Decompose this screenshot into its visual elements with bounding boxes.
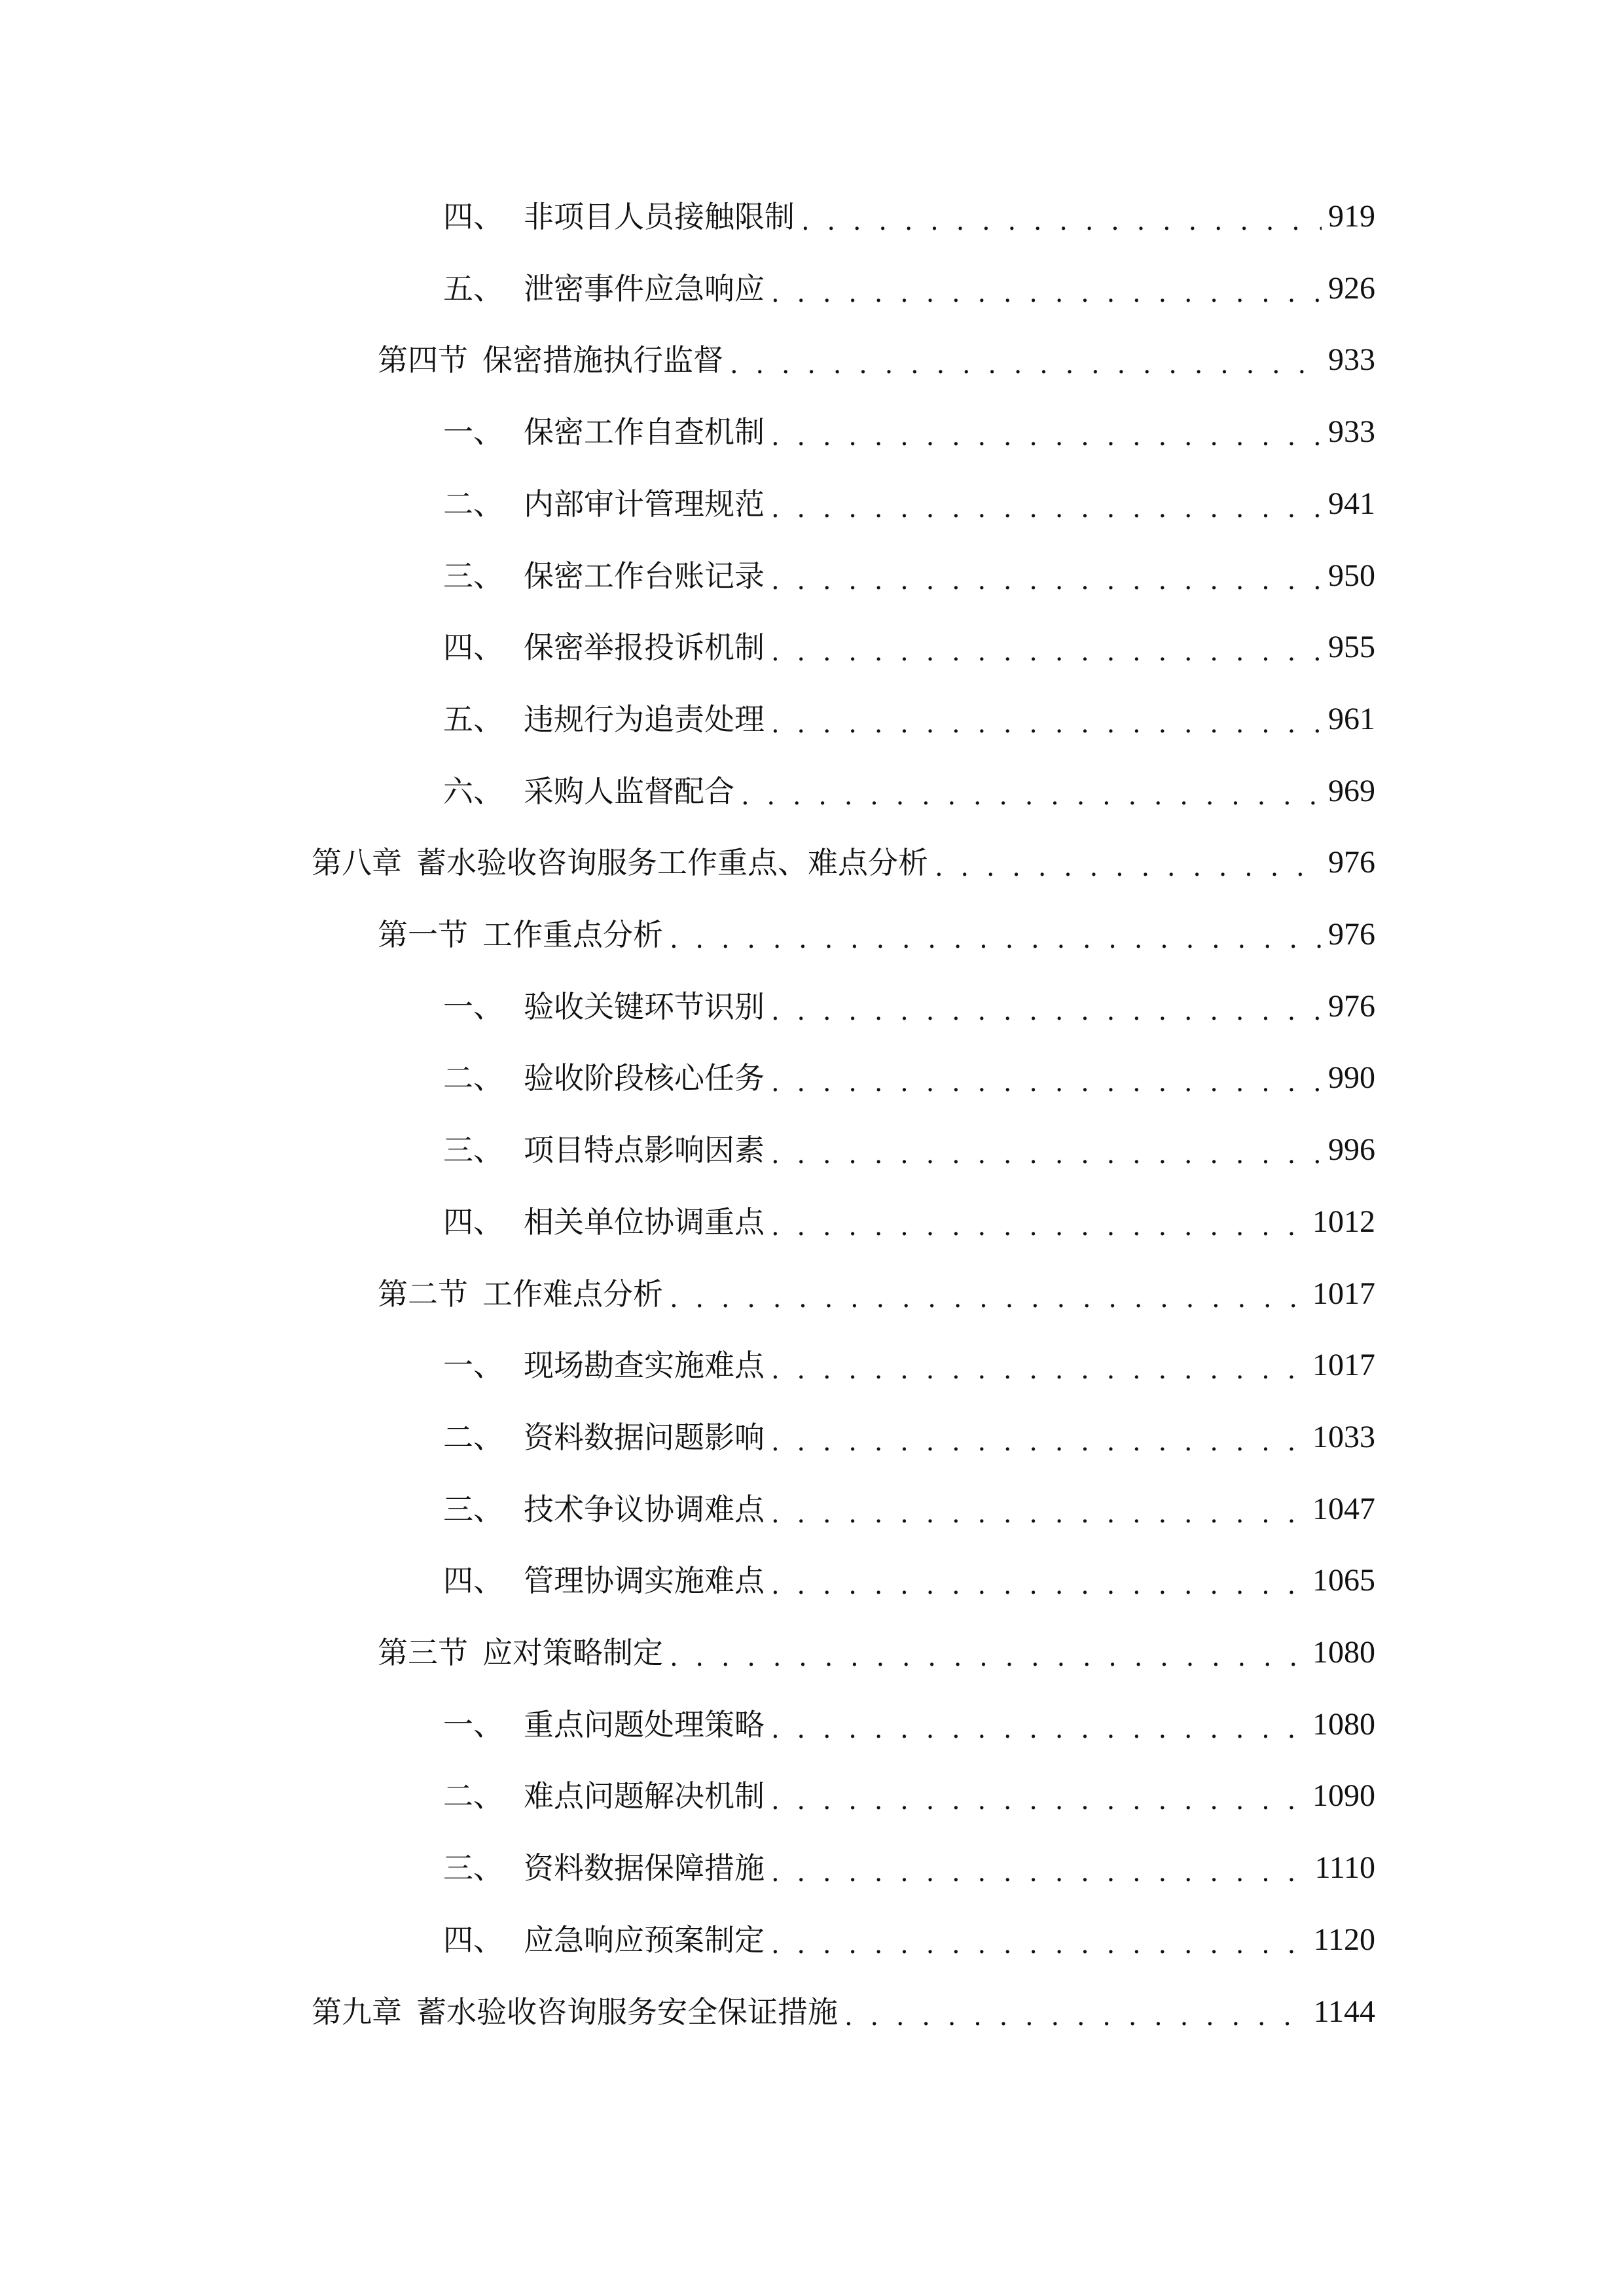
toc-page-number: 976	[1328, 988, 1375, 1024]
dot-leader	[771, 993, 1322, 1030]
toc-entry-number: 二、	[443, 486, 503, 522]
toc-page-number: 1080	[1312, 1635, 1375, 1670]
toc-page-number: 1110	[1314, 1850, 1375, 1886]
toc-entry-title: 蓄水验收咨询服务工作重点、难点分析	[416, 845, 928, 881]
toc-entry-title: 保密工作自查机制	[524, 414, 765, 450]
dot-leader	[771, 1208, 1306, 1245]
toc-entry-title: 采购人监督配合	[524, 773, 734, 809]
toc-item-entry[interactable]	[443, 1342, 1375, 1388]
toc-entry-number: 第一节	[378, 917, 468, 952]
toc-page-number: 1065	[1312, 1563, 1375, 1598]
toc-page-number: 919	[1328, 199, 1375, 234]
dot-leader	[771, 1424, 1306, 1460]
toc-page-number: 941	[1328, 486, 1375, 521]
toc-item-entry[interactable]	[443, 1702, 1375, 1748]
toc-item-entry[interactable]	[443, 481, 1375, 527]
toc-entry-number: 第四节	[378, 342, 468, 378]
toc-page-number: 933	[1328, 342, 1375, 378]
toc-entry-number: 四、	[443, 199, 503, 234]
toc-entry-number: 四、	[443, 1204, 503, 1240]
dot-leader	[741, 778, 1322, 814]
toc-item-entry[interactable]	[443, 1486, 1375, 1532]
toc-entry-number: 二、	[443, 1778, 503, 1814]
toc-page-number: 950	[1328, 558, 1375, 593]
toc-entry-number: 第八章	[312, 845, 402, 881]
toc-section-entry[interactable]	[378, 1271, 1375, 1317]
toc-chapter-entry[interactable]	[312, 840, 1375, 886]
toc-page-number: 996	[1328, 1132, 1375, 1168]
toc-entry-number: 三、	[443, 1132, 503, 1168]
toc-page-number: 961	[1328, 701, 1375, 736]
dot-leader	[801, 203, 1322, 240]
toc-item-entry[interactable]	[443, 1917, 1375, 1963]
toc-entry-number: 一、	[443, 1348, 503, 1384]
toc-entry-title: 违规行为追责处理	[524, 701, 765, 737]
toc-entry-number: 五、	[443, 701, 503, 737]
toc-entry-number: 一、	[443, 414, 503, 450]
toc-entry-number: 六、	[443, 773, 503, 809]
toc-entry-number: 第三节	[378, 1635, 468, 1670]
toc-item-entry[interactable]	[443, 1773, 1375, 1819]
toc-page-number: 1144	[1313, 1994, 1375, 2029]
toc-entry-title: 非项目人员接触限制	[524, 199, 795, 234]
dot-leader	[670, 921, 1322, 958]
toc-entry-title: 资料数据问题影响	[524, 1419, 765, 1455]
toc-item-entry[interactable]	[443, 1558, 1375, 1604]
toc-entry-title: 管理协调实施难点	[524, 1563, 765, 1599]
toc-section-entry[interactable]	[378, 337, 1375, 383]
dot-leader	[771, 1711, 1306, 1748]
toc-page-number: 1033	[1312, 1419, 1375, 1454]
toc-page-number: 976	[1328, 917, 1375, 952]
dot-leader	[771, 1136, 1322, 1173]
toc-item-entry[interactable]	[443, 1414, 1375, 1460]
toc-page-number: 1012	[1312, 1204, 1375, 1239]
toc-page-number: 969	[1328, 773, 1375, 808]
toc-chapter-entry[interactable]	[312, 1989, 1375, 2035]
toc-page-number: 1090	[1312, 1778, 1375, 1814]
toc-page-number: 1017	[1312, 1348, 1375, 1383]
toc-item-entry[interactable]	[443, 984, 1375, 1030]
dot-leader	[771, 634, 1322, 670]
toc-entry-number: 四、	[443, 630, 503, 666]
toc-entry-title: 验收阶段核心任务	[524, 1060, 765, 1096]
toc-page-number: 976	[1328, 845, 1375, 880]
toc-entry-number: 第九章	[312, 1994, 402, 2030]
toc-entry-number: 五、	[443, 270, 503, 306]
toc-entry-title: 保密工作台账记录	[524, 558, 765, 594]
toc-entry-title: 保密措施执行监督	[482, 342, 723, 378]
toc-entry-title: 泄密事件应急响应	[524, 270, 765, 306]
toc-page-number: 1080	[1312, 1706, 1375, 1742]
toc-entry-title: 现场勘查实施难点	[524, 1348, 765, 1384]
dot-leader	[771, 706, 1322, 742]
dot-leader	[844, 1998, 1307, 2035]
toc-entry-title: 应对策略制定	[482, 1635, 663, 1670]
toc-entry-title: 项目特点影响因素	[524, 1132, 765, 1168]
toc-entry-title: 内部审计管理规范	[524, 486, 765, 522]
toc-entry-title: 验收关键环节识别	[524, 988, 765, 1024]
toc-entry-title: 应急响应预案制定	[524, 1922, 765, 1958]
dot-leader	[771, 490, 1322, 527]
toc-page-number: 926	[1328, 270, 1375, 306]
toc-page-number: 933	[1328, 414, 1375, 450]
dot-leader	[771, 1782, 1306, 1819]
toc-page-number: 990	[1328, 1060, 1375, 1096]
toc-section-entry[interactable]	[378, 1630, 1375, 1676]
toc-item-entry[interactable]	[443, 194, 1375, 240]
toc-entry-title: 难点问题解决机制	[524, 1778, 765, 1814]
toc-entry-title: 保密举报投诉机制	[524, 630, 765, 666]
dot-leader	[771, 1567, 1306, 1604]
dot-leader	[771, 1352, 1306, 1388]
toc-entry-title: 相关单位协调重点	[524, 1204, 765, 1240]
toc-entry-number: 三、	[443, 1850, 503, 1886]
toc-entry-number: 三、	[443, 558, 503, 594]
toc-page-number: 955	[1328, 630, 1375, 665]
toc-item-entry[interactable]	[443, 1127, 1375, 1173]
toc-entry-number: 一、	[443, 988, 503, 1024]
dot-leader	[771, 562, 1322, 599]
toc-item-entry[interactable]	[443, 553, 1375, 599]
dot-leader	[771, 418, 1322, 455]
dot-leader	[771, 275, 1322, 312]
toc-item-entry[interactable]	[443, 409, 1375, 455]
dot-leader	[730, 346, 1322, 383]
toc-item-entry[interactable]	[443, 696, 1375, 742]
toc-entry-title: 重点问题处理策略	[524, 1706, 765, 1742]
toc-item-entry[interactable]	[443, 768, 1375, 814]
toc-entry-title: 工作重点分析	[482, 917, 663, 952]
toc-entry-number: 第二节	[378, 1276, 468, 1312]
toc-item-entry[interactable]	[443, 1845, 1375, 1891]
toc-entry-title: 蓄水验收咨询服务安全保证措施	[416, 1994, 838, 2030]
toc-page-number: 1047	[1312, 1491, 1375, 1526]
toc-item-entry[interactable]	[443, 1055, 1375, 1101]
toc-item-entry[interactable]	[443, 1199, 1375, 1245]
toc-item-entry[interactable]	[443, 624, 1375, 670]
toc-entry-number: 四、	[443, 1922, 503, 1958]
toc-entry-number: 二、	[443, 1060, 503, 1096]
toc-section-entry[interactable]	[378, 912, 1375, 958]
dot-leader	[771, 1854, 1308, 1891]
toc-entry-title: 技术争议协调难点	[524, 1491, 765, 1527]
toc-entry-number: 二、	[443, 1419, 503, 1455]
dot-leader	[670, 1639, 1306, 1676]
toc-entry-title: 工作难点分析	[482, 1276, 663, 1312]
toc-page-number: 1120	[1313, 1922, 1375, 1957]
toc-item-entry[interactable]	[443, 266, 1375, 312]
toc-entry-number: 一、	[443, 1706, 503, 1742]
toc-entry-number: 四、	[443, 1563, 503, 1599]
dot-leader	[935, 849, 1322, 886]
toc-page-number: 1017	[1312, 1276, 1375, 1311]
dot-leader	[771, 1496, 1306, 1532]
toc-entry-title: 资料数据保障措施	[524, 1850, 765, 1886]
dot-leader	[771, 1926, 1307, 1963]
toc-entry-number: 三、	[443, 1491, 503, 1527]
dot-leader	[771, 1064, 1322, 1101]
dot-leader	[670, 1280, 1306, 1317]
